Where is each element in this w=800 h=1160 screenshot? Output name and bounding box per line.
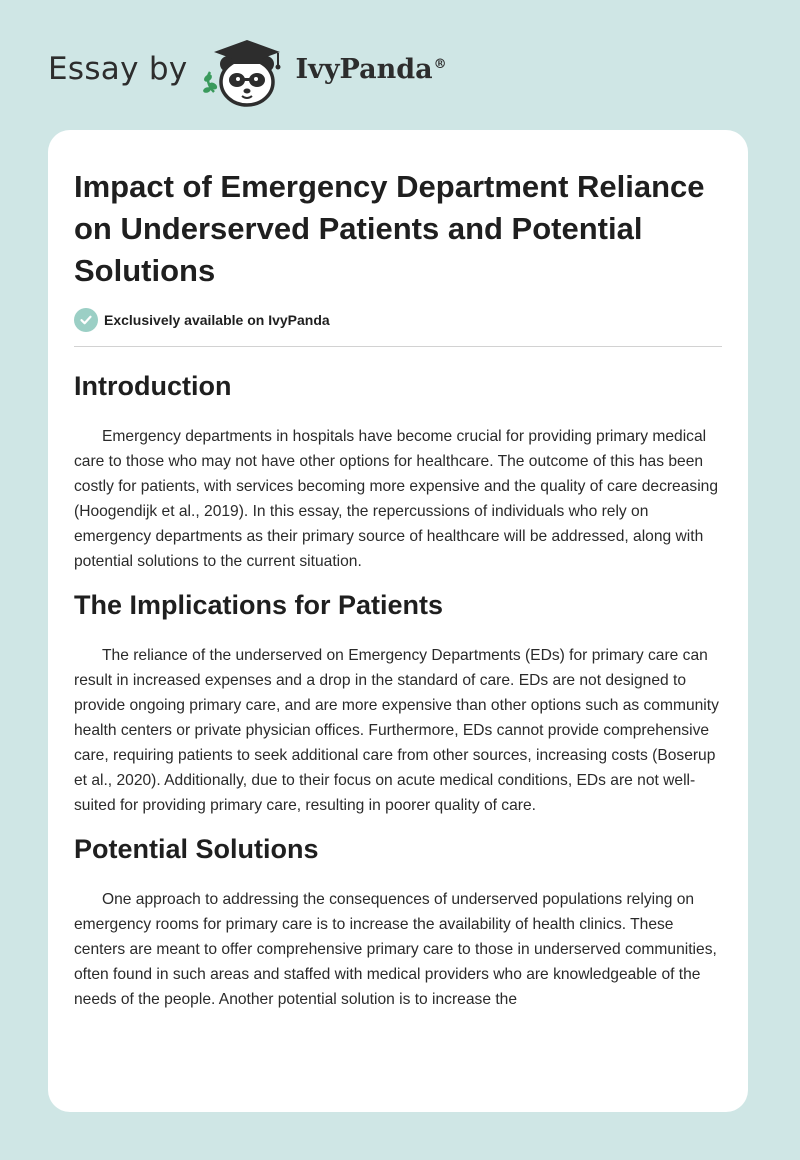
- section-paragraph-implications: The reliance of the underserved on Emergency Departments (EDs) for primary care can result in increased expenses and a drop in the standard of care. EDs are not designed to provide ongoing primary care, and are more expensive than other options such as community health centers or private physician offices. Furthermore, EDs cannot provide comprehensive care, requiring patients to seek additional care from other sources, increasing costs (Boserup et al., 2020). Additionally, due to their focus on acute medical conditions, EDs are not well-suited for providing primary care, resulting in poorer quality of care.: [74, 647, 719, 814]
- section-heading-implications: The Implications for Patients: [74, 590, 444, 620]
- section-heading-solutions: Potential Solutions: [74, 834, 319, 864]
- exclusive-badge: [74, 308, 722, 332]
- section-paragraph-solutions: One approach to addressing the consequences of underserved populations relying on emergency rooms for primary care is to increase the availability of health clinics. These centers are meant to offer comprehensive primary care to those in underserved communities, often found in such areas and staffed with medical providers who are knowledgeable of the needs of the people. Another potential solution is to increase the: [74, 891, 717, 1008]
- check-badge-icon: [74, 308, 98, 332]
- site-header: [48, 34, 447, 110]
- page-title: Impact of Emergency Department Reliance on Underserved Patients and Potential Solutions: [74, 169, 705, 288]
- brand-prefix: Essay by: [48, 51, 188, 87]
- panda-graduate-icon[interactable]: [200, 34, 292, 110]
- section-paragraph-introduction: Emergency departments in hospitals have become crucial for providing primary medical care to those who may not have other options for healthcare. The outcome of this has been costly for patients, with services becoming more expensive and the quality of care decreasing (Hoogendijk et al., 2019). In this essay, the repercussions of individuals who rely on emergency departments as their primary source of healthcare will be addressed, along with potential solutions to the current situation.: [74, 428, 719, 570]
- registered-mark: ®: [433, 56, 447, 72]
- exclusive-badge-label: Exclusively available on IvyPanda: [104, 312, 330, 328]
- section-heading-introduction: Introduction: [74, 371, 232, 401]
- essay-card: [48, 130, 748, 1112]
- brand-name[interactable]: IvyPanda®: [295, 53, 447, 85]
- divider: [74, 346, 722, 347]
